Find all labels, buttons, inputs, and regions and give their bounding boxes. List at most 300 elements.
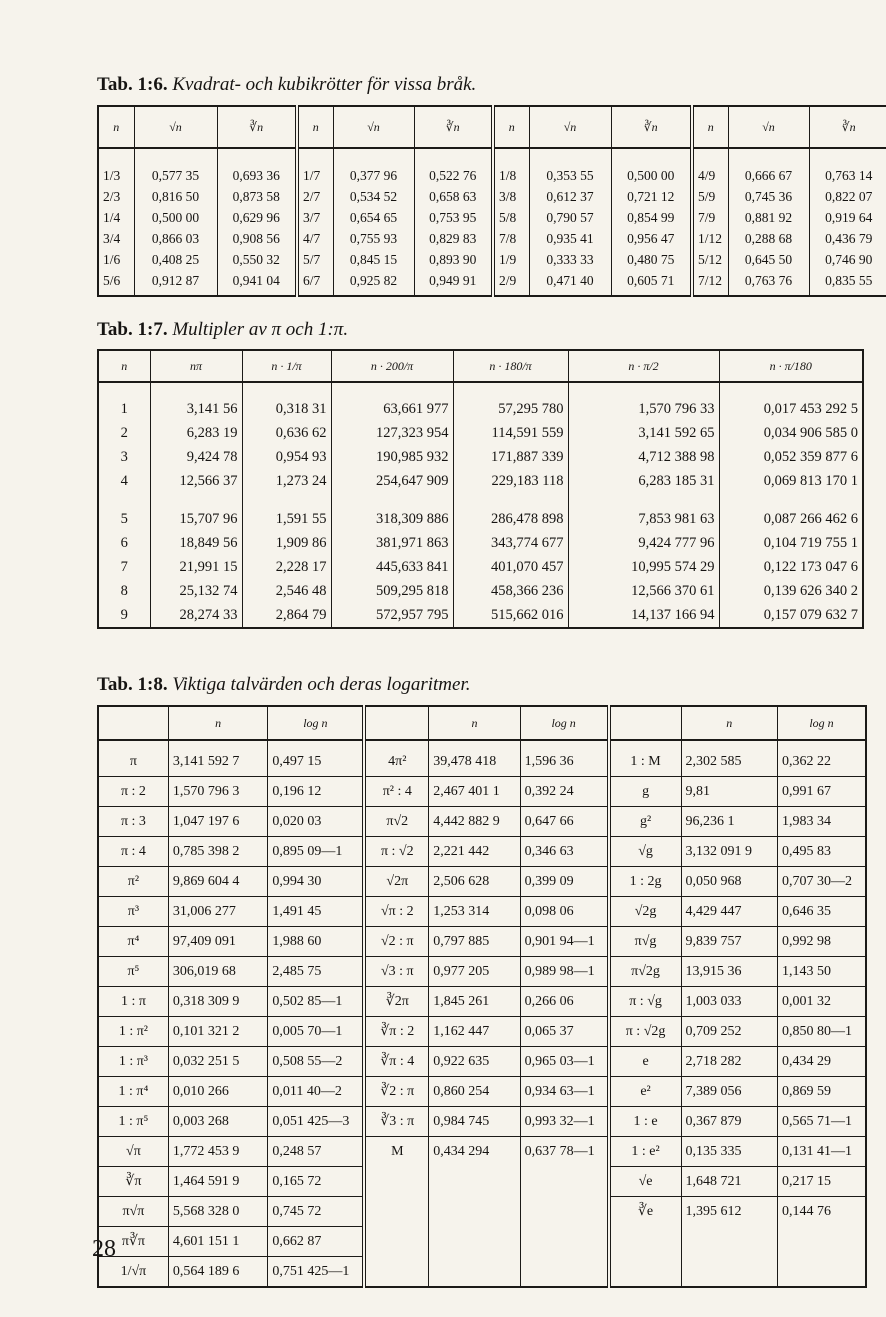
tab6-cell: 0,500 00 — [134, 207, 217, 228]
tab8-cell: π : √2 — [364, 837, 428, 867]
tab6-cell: 3/4 — [98, 228, 134, 249]
tab6-cell: 0,753 95 — [414, 207, 493, 228]
tab8-cell: π² — [98, 867, 168, 897]
tab7-header-cell: n · 1/π — [242, 350, 331, 382]
tab8-cell: 0,065 37 — [520, 1017, 608, 1047]
tab8-cell: √2g — [609, 897, 681, 927]
tab8-cell — [520, 1197, 608, 1227]
tab7-table — [97, 349, 864, 629]
tab8-cell: 1,596 36 — [520, 740, 608, 777]
tab8-cell: 0,850 80—1 — [778, 1017, 867, 1047]
tab7-header-cell: n · 180/π — [453, 350, 568, 382]
tab7-cell: 18,849 56 — [150, 531, 242, 555]
tab8-cell: π³ — [98, 897, 168, 927]
tab8-cell: 1,648 721 — [681, 1167, 778, 1197]
tab8-cell: 0,992 98 — [778, 927, 867, 957]
tab8-cell: π² : 4 — [364, 777, 428, 807]
tab6-cell: 0,790 57 — [529, 207, 611, 228]
tab8-cell: 1/√π — [98, 1257, 168, 1288]
tab7-cell: 381,971 863 — [331, 531, 453, 555]
tab6-cell: 7/12 — [692, 270, 728, 296]
tab8-cell: 1,047 197 6 — [168, 807, 268, 837]
tab6-cell: 6/7 — [297, 270, 333, 296]
tab7-cell: 6 — [98, 531, 150, 555]
tab6-cell: 0,745 36 — [728, 186, 809, 207]
tab8-cell — [681, 1257, 778, 1288]
tab8-cell: π⁴ — [98, 927, 168, 957]
tab6-cell: 3/8 — [493, 186, 529, 207]
tab7-cell: 14,137 166 94 — [568, 603, 719, 628]
tab8-cell: 0,495 83 — [778, 837, 867, 867]
tab7-cell: 9,424 78 — [150, 445, 242, 469]
tab8-cell: 306,019 68 — [168, 957, 268, 987]
tab8-cell — [364, 1167, 428, 1197]
tab8-cell: 0,248 57 — [268, 1137, 365, 1167]
tab6-cell: 5/6 — [98, 270, 134, 296]
tab7-cell: 509,295 818 — [331, 579, 453, 603]
tab6-header-cell: ∛n — [809, 106, 886, 148]
tab8-cell: 7,389 056 — [681, 1077, 778, 1107]
tab8-cell: 0,895 09—1 — [268, 837, 365, 867]
tab8-cell: 0,434 294 — [429, 1137, 520, 1167]
tab8-cell: π : 3 — [98, 807, 168, 837]
tab7-cell: 2,864 79 — [242, 603, 331, 628]
tab7-cell: 0,122 173 047 6 — [719, 555, 863, 579]
tab8-cell — [609, 1257, 681, 1288]
tab8-cell: 0,101 321 2 — [168, 1017, 268, 1047]
tab6-cell: 0,658 63 — [414, 186, 493, 207]
tab6-cell: 0,666 67 — [728, 148, 809, 186]
tab8-cell: 9,81 — [681, 777, 778, 807]
tab7-cell: 286,478 898 — [453, 493, 568, 531]
tab8-cell: ∛3 : π — [364, 1107, 428, 1137]
tab8-cell: 1,253 314 — [429, 897, 520, 927]
tab7-cell: 3 — [98, 445, 150, 469]
table-row — [98, 421, 863, 445]
tab8-header-cell — [98, 706, 168, 740]
table-row — [98, 927, 866, 957]
tab8-cell: 5,568 328 0 — [168, 1197, 268, 1227]
tab6-cell: 0,763 14 — [809, 148, 886, 186]
tab6-cell: 0,925 82 — [333, 270, 414, 296]
tab8-cell: 1,395 612 — [681, 1197, 778, 1227]
tab8-cell: 1,772 453 9 — [168, 1137, 268, 1167]
tab6-cell: 0,829 83 — [414, 228, 493, 249]
tab6-cell: 0,353 55 — [529, 148, 611, 186]
tab6-cell: 1/12 — [692, 228, 728, 249]
tab8-cell: π⁵ — [98, 957, 168, 987]
tab6-cell: 0,866 03 — [134, 228, 217, 249]
tab6-cell: 0,645 50 — [728, 249, 809, 270]
tab8-cell — [778, 1227, 867, 1257]
tab8-cell: 0,745 72 — [268, 1197, 365, 1227]
tab8-cell: 2,485 75 — [268, 957, 365, 987]
tab8-cell: 1,143 50 — [778, 957, 867, 987]
table-row — [98, 957, 866, 987]
tab8-header-cell: n — [429, 706, 520, 740]
tab8-cell: 0,869 59 — [778, 1077, 867, 1107]
table-row — [98, 897, 866, 927]
tab8-cell: √2π — [364, 867, 428, 897]
tab8-cell: 1 : π⁴ — [98, 1077, 168, 1107]
tab6-cell: 5/8 — [493, 207, 529, 228]
table-row — [98, 1257, 866, 1288]
tab6-cell: 0,755 93 — [333, 228, 414, 249]
tab6-cell: 0,881 92 — [728, 207, 809, 228]
tab8-cell — [364, 1227, 428, 1257]
tab6-title: Tab. 1:6. Kvadrat- och kubikrötter för vissa bråk. — [97, 74, 477, 95]
table-row — [98, 270, 886, 296]
tab7-cell: 0,052 359 877 6 — [719, 445, 863, 469]
table-row — [98, 493, 863, 531]
table-row — [98, 1047, 866, 1077]
tab8-header-cell: n — [681, 706, 778, 740]
tab6-cell: 0,763 76 — [728, 270, 809, 296]
tab8-header-cell — [364, 706, 428, 740]
tab7-cell: 0,318 31 — [242, 382, 331, 421]
tab7-cell: 0,034 906 585 0 — [719, 421, 863, 445]
tab8-cell: π : √2g — [609, 1017, 681, 1047]
tab6-header-cell: ∛n — [611, 106, 692, 148]
tab7-cell: 1,273 24 — [242, 469, 331, 493]
tab8-cell: 0,003 268 — [168, 1107, 268, 1137]
tab8-cell — [778, 1257, 867, 1288]
tab8-cell: 0,797 885 — [429, 927, 520, 957]
tab7-cell: 0,104 719 755 1 — [719, 531, 863, 555]
tab8-cell: √3 : π — [364, 957, 428, 987]
tab6-cell: 4/7 — [297, 228, 333, 249]
table-row — [98, 555, 863, 579]
tab7-cell: 9,424 777 96 — [568, 531, 719, 555]
tab7-cell: 3,141 592 65 — [568, 421, 719, 445]
tab6-cell: 0,534 52 — [333, 186, 414, 207]
tab7-cell: 57,295 780 — [453, 382, 568, 421]
tab6-header-cell: √n — [529, 106, 611, 148]
tab6-cell: 0,941 04 — [217, 270, 297, 296]
tab8-cell: e — [609, 1047, 681, 1077]
tab8-cell: 96,236 1 — [681, 807, 778, 837]
tab8-cell: 4,601 151 1 — [168, 1227, 268, 1257]
tab6-cell: 5/9 — [692, 186, 728, 207]
tab7-cell: 1,591 55 — [242, 493, 331, 531]
tab8-cell: 13,915 36 — [681, 957, 778, 987]
tab8-cell: 0,318 309 9 — [168, 987, 268, 1017]
table-row — [98, 148, 886, 186]
tab6-header-cell: n — [493, 106, 529, 148]
table-row — [98, 1167, 866, 1197]
tab6-cell: 0,605 71 — [611, 270, 692, 296]
tab8-cell: 0,662 87 — [268, 1227, 365, 1257]
tab8-cell: 0,646 35 — [778, 897, 867, 927]
tab8-cell: 0,508 55—2 — [268, 1047, 365, 1077]
table-row — [98, 777, 866, 807]
tab7-cell: 190,985 932 — [331, 445, 453, 469]
tab6-cell: 0,854 99 — [611, 207, 692, 228]
tab8-cell: g — [609, 777, 681, 807]
tab8-cell: 0,502 85—1 — [268, 987, 365, 1017]
tab6-cell: 0,822 07 — [809, 186, 886, 207]
tab8-cell: 0,362 22 — [778, 740, 867, 777]
tab8-cell: 0,001 32 — [778, 987, 867, 1017]
tab8-cell: 1,162 447 — [429, 1017, 520, 1047]
tab7-cell: 445,633 841 — [331, 555, 453, 579]
tab7-cell: 7 — [98, 555, 150, 579]
tab8-cell: ∛π — [98, 1167, 168, 1197]
tab6-cell: 0,577 35 — [134, 148, 217, 186]
tab8-cell: 0,994 30 — [268, 867, 365, 897]
tab8-cell: 39,478 418 — [429, 740, 520, 777]
tab7-cell: 401,070 457 — [453, 555, 568, 579]
tab6-cell: 1/6 — [98, 249, 134, 270]
table-row — [98, 207, 886, 228]
tab6-header-cell: √n — [134, 106, 217, 148]
tab7-header-cell: n · 200/π — [331, 350, 453, 382]
tab7-cell: 5 — [98, 493, 150, 531]
tab8-header-cell: log n — [778, 706, 867, 740]
tab6-cell: 0,816 50 — [134, 186, 217, 207]
tab8-cell — [429, 1257, 520, 1288]
tab6-header-cell: n — [297, 106, 333, 148]
tab8-cell: 97,409 091 — [168, 927, 268, 957]
tab6-cell: 0,935 41 — [529, 228, 611, 249]
tab8-cell: 0,131 41—1 — [778, 1137, 867, 1167]
tab7-cell: 0,954 93 — [242, 445, 331, 469]
tab8-cell: 0,984 745 — [429, 1107, 520, 1137]
tab6-cell: 5/12 — [692, 249, 728, 270]
tab7-cell: 0,139 626 340 2 — [719, 579, 863, 603]
tab8-cell — [520, 1227, 608, 1257]
tab8-cell — [429, 1167, 520, 1197]
tab8-header-cell: log n — [520, 706, 608, 740]
tab6-header-cell: ∛n — [414, 106, 493, 148]
tab6-cell: 0,471 40 — [529, 270, 611, 296]
tab7-cell: 8 — [98, 579, 150, 603]
table-row — [98, 1107, 866, 1137]
table-row — [98, 186, 886, 207]
table-row — [98, 228, 886, 249]
tab8-cell: 1 : e — [609, 1107, 681, 1137]
table-row — [98, 445, 863, 469]
tab7-cell: 9 — [98, 603, 150, 628]
tab8-cell: 0,165 72 — [268, 1167, 365, 1197]
tab6-cell: 0,873 58 — [217, 186, 297, 207]
tab8-cell: 0,637 78—1 — [520, 1137, 608, 1167]
tab8-cell: π√π — [98, 1197, 168, 1227]
tab8-cell: √g — [609, 837, 681, 867]
tab8-cell — [681, 1227, 778, 1257]
tab8-cell: 0,005 70—1 — [268, 1017, 365, 1047]
tab6-cell: 3/7 — [297, 207, 333, 228]
tab7-header-cell: nπ — [150, 350, 242, 382]
tab6-cell: 2/3 — [98, 186, 134, 207]
tab8-cell: 0,564 189 6 — [168, 1257, 268, 1288]
tab7-cell: 10,995 574 29 — [568, 555, 719, 579]
tab8-cell: 0,922 635 — [429, 1047, 520, 1077]
tab7-cell: 1,909 86 — [242, 531, 331, 555]
tab7-cell: 6,283 185 31 — [568, 469, 719, 493]
table-row — [98, 469, 863, 493]
tab6-cell: 0,912 87 — [134, 270, 217, 296]
tab6-cell: 0,835 55 — [809, 270, 886, 296]
tab7-cell: 4 — [98, 469, 150, 493]
tab8-cell: 0,989 98—1 — [520, 957, 608, 987]
tab8-cell: 0,901 94—1 — [520, 927, 608, 957]
tab8-cell: 0,707 30—2 — [778, 867, 867, 897]
tab8-cell: 3,141 592 7 — [168, 740, 268, 777]
tab6-cell: 1/4 — [98, 207, 134, 228]
tab8-cell: 1,491 45 — [268, 897, 365, 927]
tab7-cell: 1,570 796 33 — [568, 382, 719, 421]
tab8-cell: √π : 2 — [364, 897, 428, 927]
tab8-cell: 1,570 796 3 — [168, 777, 268, 807]
tab7-cell: 7,853 981 63 — [568, 493, 719, 531]
tab8-cell: π : 2 — [98, 777, 168, 807]
tab8-cell: 9,839 757 — [681, 927, 778, 957]
tab8-cell: 0,098 06 — [520, 897, 608, 927]
tab6-cell: 0,436 79 — [809, 228, 886, 249]
tab8-cell: ∛e — [609, 1197, 681, 1227]
tab7-cell: 127,323 954 — [331, 421, 453, 445]
tab8-cell: 1,845 261 — [429, 987, 520, 1017]
tab8-cell: π√2 — [364, 807, 428, 837]
tab8-cell: √2 : π — [364, 927, 428, 957]
tab8-cell: 0,346 63 — [520, 837, 608, 867]
table-row — [98, 1197, 866, 1227]
tab8-cell: 0,497 15 — [268, 740, 365, 777]
tab7-cell: 515,662 016 — [453, 603, 568, 628]
tab6-cell: 1/8 — [493, 148, 529, 186]
tab8-cell — [429, 1227, 520, 1257]
tab8-cell — [364, 1257, 428, 1288]
tab8-cell: 1 : π³ — [98, 1047, 168, 1077]
tab6-cell: 0,845 15 — [333, 249, 414, 270]
tab6-cell: 0,919 64 — [809, 207, 886, 228]
tab7-cell: 25,132 74 — [150, 579, 242, 603]
tab8-cell: 1 : π⁵ — [98, 1107, 168, 1137]
tab7-cell: 21,991 15 — [150, 555, 242, 579]
tab8-cell: 0,647 66 — [520, 807, 608, 837]
tab8-cell: 1 : π — [98, 987, 168, 1017]
tab8-cell: 0,266 06 — [520, 987, 608, 1017]
table-row — [98, 382, 863, 421]
tab8-cell: π√2g — [609, 957, 681, 987]
tab6-cell: 0,956 47 — [611, 228, 692, 249]
tab7-cell: 458,366 236 — [453, 579, 568, 603]
tab8-cell: 1,464 591 9 — [168, 1167, 268, 1197]
tab8-table — [97, 705, 867, 1288]
tab7-cell: 254,647 909 — [331, 469, 453, 493]
tab8-cell: g² — [609, 807, 681, 837]
table-row — [98, 249, 886, 270]
tab6-cell: 0,522 76 — [414, 148, 493, 186]
tab6-cell: 0,333 33 — [529, 249, 611, 270]
tab8-cell: 1,003 033 — [681, 987, 778, 1017]
tab7-cell: 4,712 388 98 — [568, 445, 719, 469]
table-row — [98, 579, 863, 603]
tab7-title: Tab. 1:7. Multipler av π och 1:π. — [97, 319, 349, 340]
tab7-cell: 3,141 56 — [150, 382, 242, 421]
tab6-cell: 0,693 36 — [217, 148, 297, 186]
tab7-cell: 343,774 677 — [453, 531, 568, 555]
table-row — [98, 603, 863, 628]
tab6-cell: 4/9 — [692, 148, 728, 186]
tab7-cell: 0,017 453 292 5 — [719, 382, 863, 421]
tab8-cell: 4,442 882 9 — [429, 807, 520, 837]
tab7-cell: 28,274 33 — [150, 603, 242, 628]
tab8-cell: 0,051 425—3 — [268, 1107, 365, 1137]
tab8-cell: 0,050 968 — [681, 867, 778, 897]
tab6-header-cell: n — [98, 106, 134, 148]
tab8-cell: 0,565 71—1 — [778, 1107, 867, 1137]
tab8-cell: √e — [609, 1167, 681, 1197]
tab6-header-cell: √n — [333, 106, 414, 148]
tab6-cell: 0,949 91 — [414, 270, 493, 296]
table-row — [98, 740, 866, 777]
table-row — [98, 867, 866, 897]
tab8-cell — [520, 1167, 608, 1197]
tab7-cell: 2,228 17 — [242, 555, 331, 579]
tab8-cell: 0,144 76 — [778, 1197, 867, 1227]
tab8-cell: 0,860 254 — [429, 1077, 520, 1107]
tab8-cell — [520, 1257, 608, 1288]
tab8-cell: π√g — [609, 927, 681, 957]
tab8-cell: ∛π : 2 — [364, 1017, 428, 1047]
tab8-cell: e² — [609, 1077, 681, 1107]
tab8-cell: 1,988 60 — [268, 927, 365, 957]
tab6-header-cell: ∛n — [217, 106, 297, 148]
tab8-cell: 0,991 67 — [778, 777, 867, 807]
tab7-cell: 318,309 886 — [331, 493, 453, 531]
tab8-cell: 0,020 03 — [268, 807, 365, 837]
tab6-cell: 7/8 — [493, 228, 529, 249]
tab7-cell: 0,087 266 462 6 — [719, 493, 863, 531]
table-row — [98, 1017, 866, 1047]
tab8-header-cell — [609, 706, 681, 740]
tab6-cell: 7/9 — [692, 207, 728, 228]
tab8-header-cell: log n — [268, 706, 365, 740]
tab6-cell: 0,893 90 — [414, 249, 493, 270]
tab8-cell: π∛π — [98, 1227, 168, 1257]
tab7-cell: 0,157 079 632 7 — [719, 603, 863, 628]
tab8-cell: ∛π : 4 — [364, 1047, 428, 1077]
tab6-cell: 1/3 — [98, 148, 134, 186]
tab7-cell: 0,636 62 — [242, 421, 331, 445]
tab8-cell: 2,221 442 — [429, 837, 520, 867]
tab7-cell: 12,566 370 61 — [568, 579, 719, 603]
tab8-cell: 2,467 401 1 — [429, 777, 520, 807]
tab8-header-cell: n — [168, 706, 268, 740]
tab8-cell: π : 4 — [98, 837, 168, 867]
tab6-cell: 0,629 96 — [217, 207, 297, 228]
tab6-cell: 2/9 — [493, 270, 529, 296]
tab6-cell: 0,408 25 — [134, 249, 217, 270]
tab7-cell: 6,283 19 — [150, 421, 242, 445]
tab6-cell: 0,654 65 — [333, 207, 414, 228]
tab6-cell: 0,746 90 — [809, 249, 886, 270]
tab8-cell: 1 : 2g — [609, 867, 681, 897]
tab8-cell: 0,392 24 — [520, 777, 608, 807]
table-row — [98, 837, 866, 867]
table-row — [98, 1077, 866, 1107]
tab8-cell: ∛2 : π — [364, 1077, 428, 1107]
tab8-cell: 4,429 447 — [681, 897, 778, 927]
tab8-cell: M — [364, 1137, 428, 1167]
tab8-cell — [364, 1197, 428, 1227]
tab6-cell: 0,500 00 — [611, 148, 692, 186]
tab8-cell — [609, 1227, 681, 1257]
tab7-cell: 2,546 48 — [242, 579, 331, 603]
tab6-cell: 0,377 96 — [333, 148, 414, 186]
